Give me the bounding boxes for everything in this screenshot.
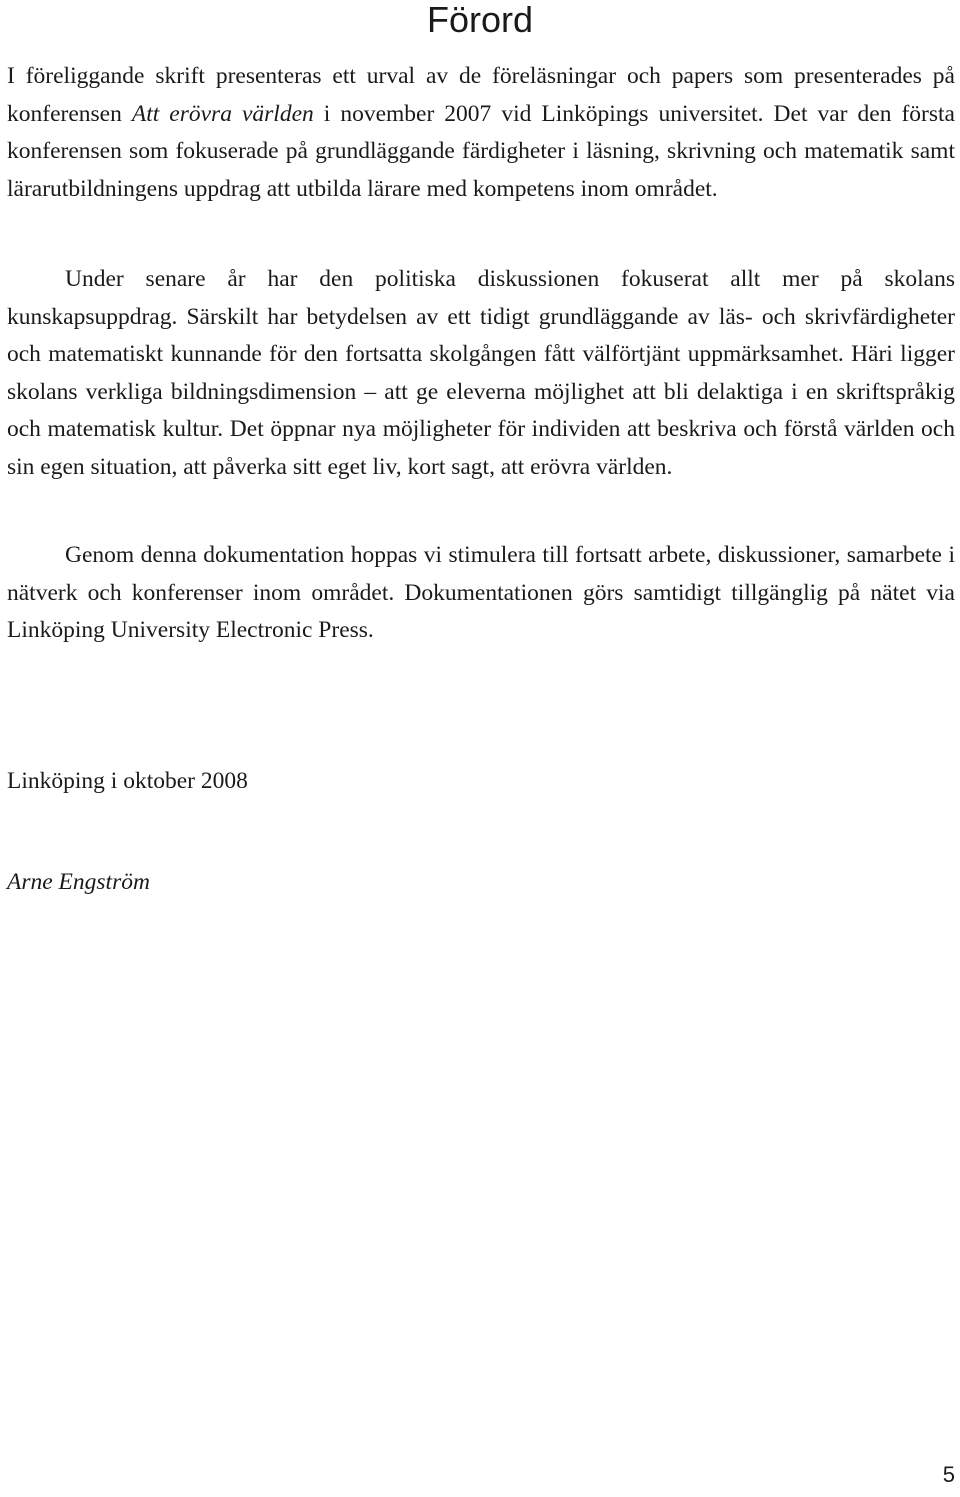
paragraph-intro-before: I föreliggande skrift presenteras ett urval av de föreläsningar och papers som presenterades på konferensen: [7, 63, 955, 127]
paragraph-discussion: Under senare år har den politiska diskussionen fokuserat allt mer på skolans kunskapsuppdrag. Särskilt har betydelsen av ett tidigt grundläggande av läs- och skrivfärdigheter och matematiskt kunnande för den fortsatta skolgången fått välförtjänt uppmärksamhet. Häri ligger skolans verkliga bildningsdimension – att ge eleverna möjlighet att bli delaktiga i en skriftspråkig och matematisk kultur. Det öppnar nya möjligheter för individen att beskriva och förstå världen och sin egen situation, att påverka sitt eget liv, kort sagt, att erövra världen.: [7, 266, 955, 480]
page-title: Förord: [426, 0, 534, 40]
place-date: Linköping i oktober 2008: [7, 768, 248, 794]
signature: Arne Engström: [7, 869, 150, 895]
page-number: 5: [942, 1462, 955, 1487]
conference-title: Att erövra världen: [131, 100, 314, 127]
paragraph-intro: [7, 58, 955, 208]
paragraph-documentation: Genom denna dokumentation hoppas vi stimulera till fortsatt arbete, diskussioner, samarbete i nätverk och konferenser inom området. Dokumentationen görs samtidigt tillgänglig på nätet via Linköping University Electronic Press.: [7, 542, 955, 643]
paragraph-intro-after: i november 2007 vid Linköpings universitet. Det var den första konferensen som fokuserade på grundläggande färdigheter i läsning, skrivning och matematik samt lärarutbildningens uppdrag att utbilda lärare med kompetens inom området.: [7, 100, 955, 202]
